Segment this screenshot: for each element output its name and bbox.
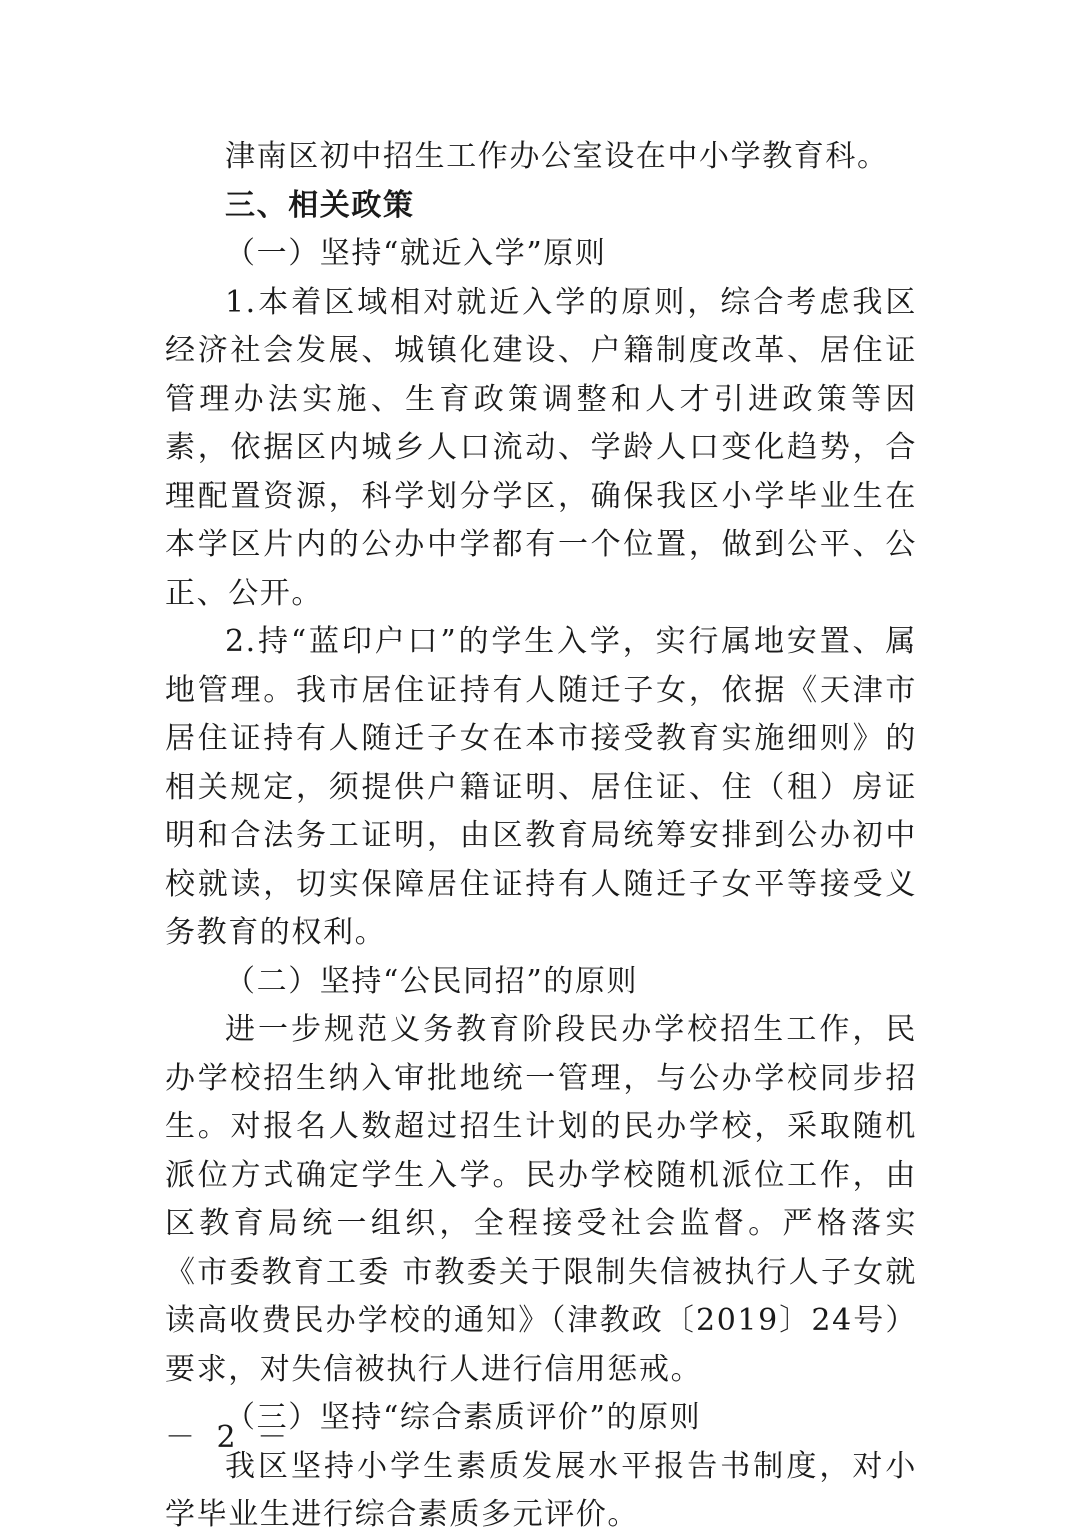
document-body <box>165 133 917 1540</box>
paragraph-office-location: 津南区初中招生工作办公室设在中小学教育科。 <box>225 139 889 174</box>
paragraph-comprehensive-evaluation: 我区坚持小学生素质发展水平报告书制度，对小学毕业生进行综合素质多元评价。 <box>165 1448 917 1532</box>
paragraph-blue-stamp-hukou-2: 2.持“蓝印户口”的学生入学，实行属地安置、属地管理。我市居住证持有人随迁子女，依据《天津市居住证持有人随迁子女在本市接受教育实施细则》的相关规定，须提供户籍证明、居住证、住（租）房证明和合法务工证明，由区教育局统筹安排到公办初中校就读，切实保障居住证持有人随迁子女平等接受义务教育的权利。 <box>165 624 917 950</box>
sub-heading-nearby-enrollment: （一）坚持“就近入学”原则 <box>225 236 607 271</box>
section-heading-policies: 三、相关政策 <box>225 187 415 223</box>
paragraph-nearby-enrollment-1: 1.本着区域相对就近入学的原则，综合考虑我区经济社会发展、城镇化建设、户籍制度改革、居住证管理办法实施、生育政策调整和人才引进政策等因素，依据区内城乡人口流动、学龄人口变化趋势，合理配置资源，科学划分学区，确保我区小学毕业生在本学区片内的公办中学都有一个位置，做到公平、公正、公开。 <box>165 284 917 611</box>
sub-heading-comprehensive-evaluation: （三）坚持“综合素质评价”的原则 <box>225 1400 702 1435</box>
sub-heading-public-private-same-enrollment: （二）坚持“公民同招”的原则 <box>225 963 639 999</box>
paragraph-private-school-enrollment: 进一步规范义务教育阶段民办学校招生工作，民办学校招生纳入审批地统一管理，与公办学校同步招生。对报名人数超过招生计划的民办学校，采取随机派位方式确定学生入学。民办学校随机派位工作，由区教育局统一组织，全程接受社会监督。严格落实《市委教育工委 市教委关于限制失信被执行人子女就读高收费民办学校的通知》（津教政〔2019〕24号）要求，对失信被执行人进行信用惩戒。 <box>165 1012 917 1387</box>
page-number: － 2 － <box>165 1420 294 1455</box>
